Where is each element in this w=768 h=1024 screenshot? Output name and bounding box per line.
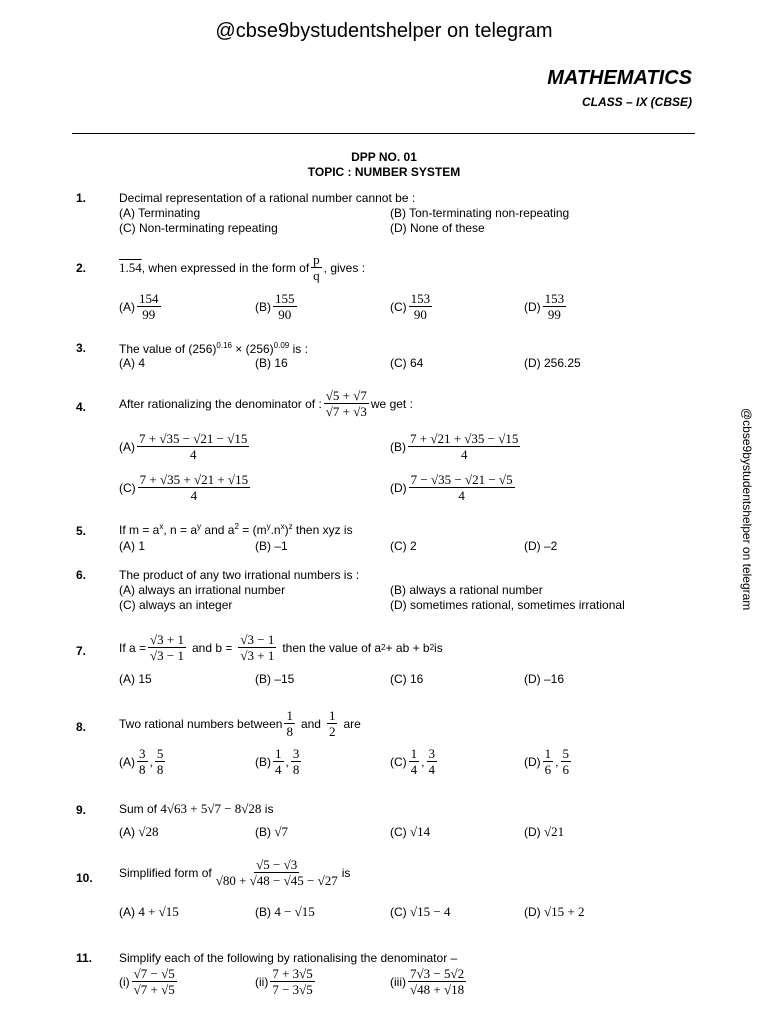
option-c: (C) $\frac{1}{4}$ , $\frac{3}{4}$ bbox=[390, 746, 436, 777]
option-d: (D) √21 bbox=[524, 824, 565, 839]
option-b: (B) –15 bbox=[255, 672, 295, 686]
option-d: (D) –2 bbox=[524, 539, 558, 553]
side-watermark: @cbse9bystudentshelper on telegram bbox=[740, 408, 754, 611]
option-d: (D) $\frac{1}{6}$ , $\frac{5}{6}$ bbox=[524, 746, 570, 777]
option-c: (C) 2 bbox=[390, 539, 417, 553]
question-number: 3. bbox=[76, 341, 87, 355]
option-c: (C) $\frac{153}{90}$ bbox=[390, 291, 431, 322]
question-text: Decimal representation of a rational number cannot be : bbox=[119, 191, 416, 205]
subpart-iii: (iii) $\frac{7√3 - 5√2}{√48 + √18}$ bbox=[390, 966, 465, 997]
recurring-decimal: 1.54 bbox=[119, 259, 142, 275]
option-d: (D) $\frac{153}{99}$ bbox=[524, 291, 565, 322]
option-c: (C) 64 bbox=[390, 356, 424, 370]
question-text: The product of any two irrational numbers is : bbox=[119, 568, 360, 582]
option-a: (A) Terminating bbox=[119, 206, 201, 220]
question-text-body: , when expressed in the form of bbox=[141, 260, 310, 275]
option-a: (A) $\frac{7 + √35 - √21 - √15}{4}$ bbox=[119, 431, 248, 462]
option-a: (A) 4 bbox=[119, 356, 146, 370]
question-number: 6. bbox=[76, 568, 87, 582]
option-c: (C) always an integer bbox=[119, 598, 233, 612]
question-number: 1. bbox=[76, 191, 87, 205]
option-a: (A) always an irrational number bbox=[119, 583, 286, 597]
option-a: (A) 4 + √15 bbox=[119, 904, 179, 919]
question-number: 5. bbox=[76, 524, 87, 538]
question-text: If $m = a^x$, $n = a^y$ and $a^2 = (m^y.n^x)^z$ then xyz is bbox=[119, 522, 353, 537]
dpp-title: DPP NO. 01 bbox=[351, 150, 417, 164]
option-c: (C) √15 − 4 bbox=[390, 904, 451, 919]
option-b: (B) Ton-terminating non-repeating bbox=[390, 206, 570, 220]
question-text: If a = $\frac{√3 + 1}{√3 - 1}$ and b = $\frac{√3 - 1}{√3 + 1}$ then the value of a 2 + ab + b 2 is bbox=[119, 632, 443, 663]
header-watermark: @cbse9bystudentshelper on telegram bbox=[215, 20, 553, 42]
option-d: (D) –16 bbox=[524, 672, 565, 686]
option-c: (C) √14 bbox=[390, 824, 431, 839]
question-text: The value of $(256)^{0.16} \times (256)^{0.09}$ is : bbox=[119, 341, 308, 356]
question-text: Two rational numbers between $\frac{1}{8}$ and $\frac{1}{2}$ are bbox=[119, 708, 361, 739]
option-d: (D) √15 + 2 bbox=[524, 904, 585, 919]
subpart-i: (i) $\frac{√7 - √5}{√7 + √5}$ bbox=[119, 966, 175, 997]
question-text-tail: , gives : bbox=[323, 260, 366, 275]
option-c: (C) Non-terminating repeating bbox=[119, 221, 278, 235]
option-d: (D) sometimes rational, sometimes irrational bbox=[390, 598, 625, 612]
option-a: (A) 1 bbox=[119, 539, 146, 553]
option-b: (B) $\frac{155}{90}$ bbox=[255, 291, 295, 322]
option-b: (B) 4 − √15 bbox=[255, 904, 315, 919]
option-a: (A) √28 bbox=[119, 824, 159, 839]
question-text bbox=[119, 252, 365, 283]
option-d: (D) 256.25 bbox=[524, 356, 581, 370]
question-number: 8. bbox=[76, 720, 87, 734]
option-a: (A) $\frac{3}{8}$ , $\frac{5}{8}$ bbox=[119, 746, 164, 777]
question-number: 7. bbox=[76, 644, 87, 658]
option-c: (C) $\frac{7 + √35 + √21 + √15}{4}$ bbox=[119, 472, 249, 503]
fraction: $\frac{p}{q}$ bbox=[313, 252, 320, 283]
question-number: 2. bbox=[76, 261, 87, 275]
question-text: Simplify each of the following by rationalising the denominator – bbox=[119, 951, 458, 965]
option-b: (B) √7 bbox=[255, 824, 288, 839]
option-b: (B) $\frac{1}{4}$ , $\frac{3}{8}$ bbox=[255, 746, 300, 777]
question-text: After rationalizing the denominator of : $\frac{√5 + √7}{√7 + √3}$ we get : bbox=[119, 388, 413, 419]
header-divider bbox=[72, 133, 695, 134]
question-text: Simplified form of $\frac{√5 - √3}{√80 + √48 - √45 - √27}$ is bbox=[119, 857, 351, 888]
subpart-ii: (ii) $\frac{7 + 3√5}{7 - 3√5}$ bbox=[255, 966, 313, 997]
option-d: (D) $\frac{7 - √35 - √21 - √5}{4}$ bbox=[390, 472, 513, 503]
option-a: (A) $\frac{154}{99}$ bbox=[119, 291, 159, 322]
question-number: 11. bbox=[76, 951, 93, 965]
class-label: CLASS – IX (CBSE) bbox=[581, 95, 692, 109]
question-number: 4. bbox=[76, 400, 87, 414]
option-d: (D) None of these bbox=[390, 221, 485, 235]
option-b: (B) –1 bbox=[255, 539, 288, 553]
question-number: 10. bbox=[76, 871, 93, 885]
option-b: (B) always a rational number bbox=[390, 583, 543, 597]
topic-title: TOPIC : NUMBER SYSTEM bbox=[307, 165, 461, 179]
option-a: (A) 15 bbox=[119, 672, 152, 686]
question-text: Sum of 4√63 + 5√7 − 8√28 is bbox=[119, 801, 274, 816]
option-b: (B) 16 bbox=[255, 356, 288, 370]
option-b: (B) $\frac{7 + √21 + √35 - √15}{4}$ bbox=[390, 431, 519, 462]
option-c: (C) 16 bbox=[390, 672, 424, 686]
subject-title: MATHEMATICS bbox=[547, 67, 692, 89]
question-number: 9. bbox=[76, 803, 87, 817]
